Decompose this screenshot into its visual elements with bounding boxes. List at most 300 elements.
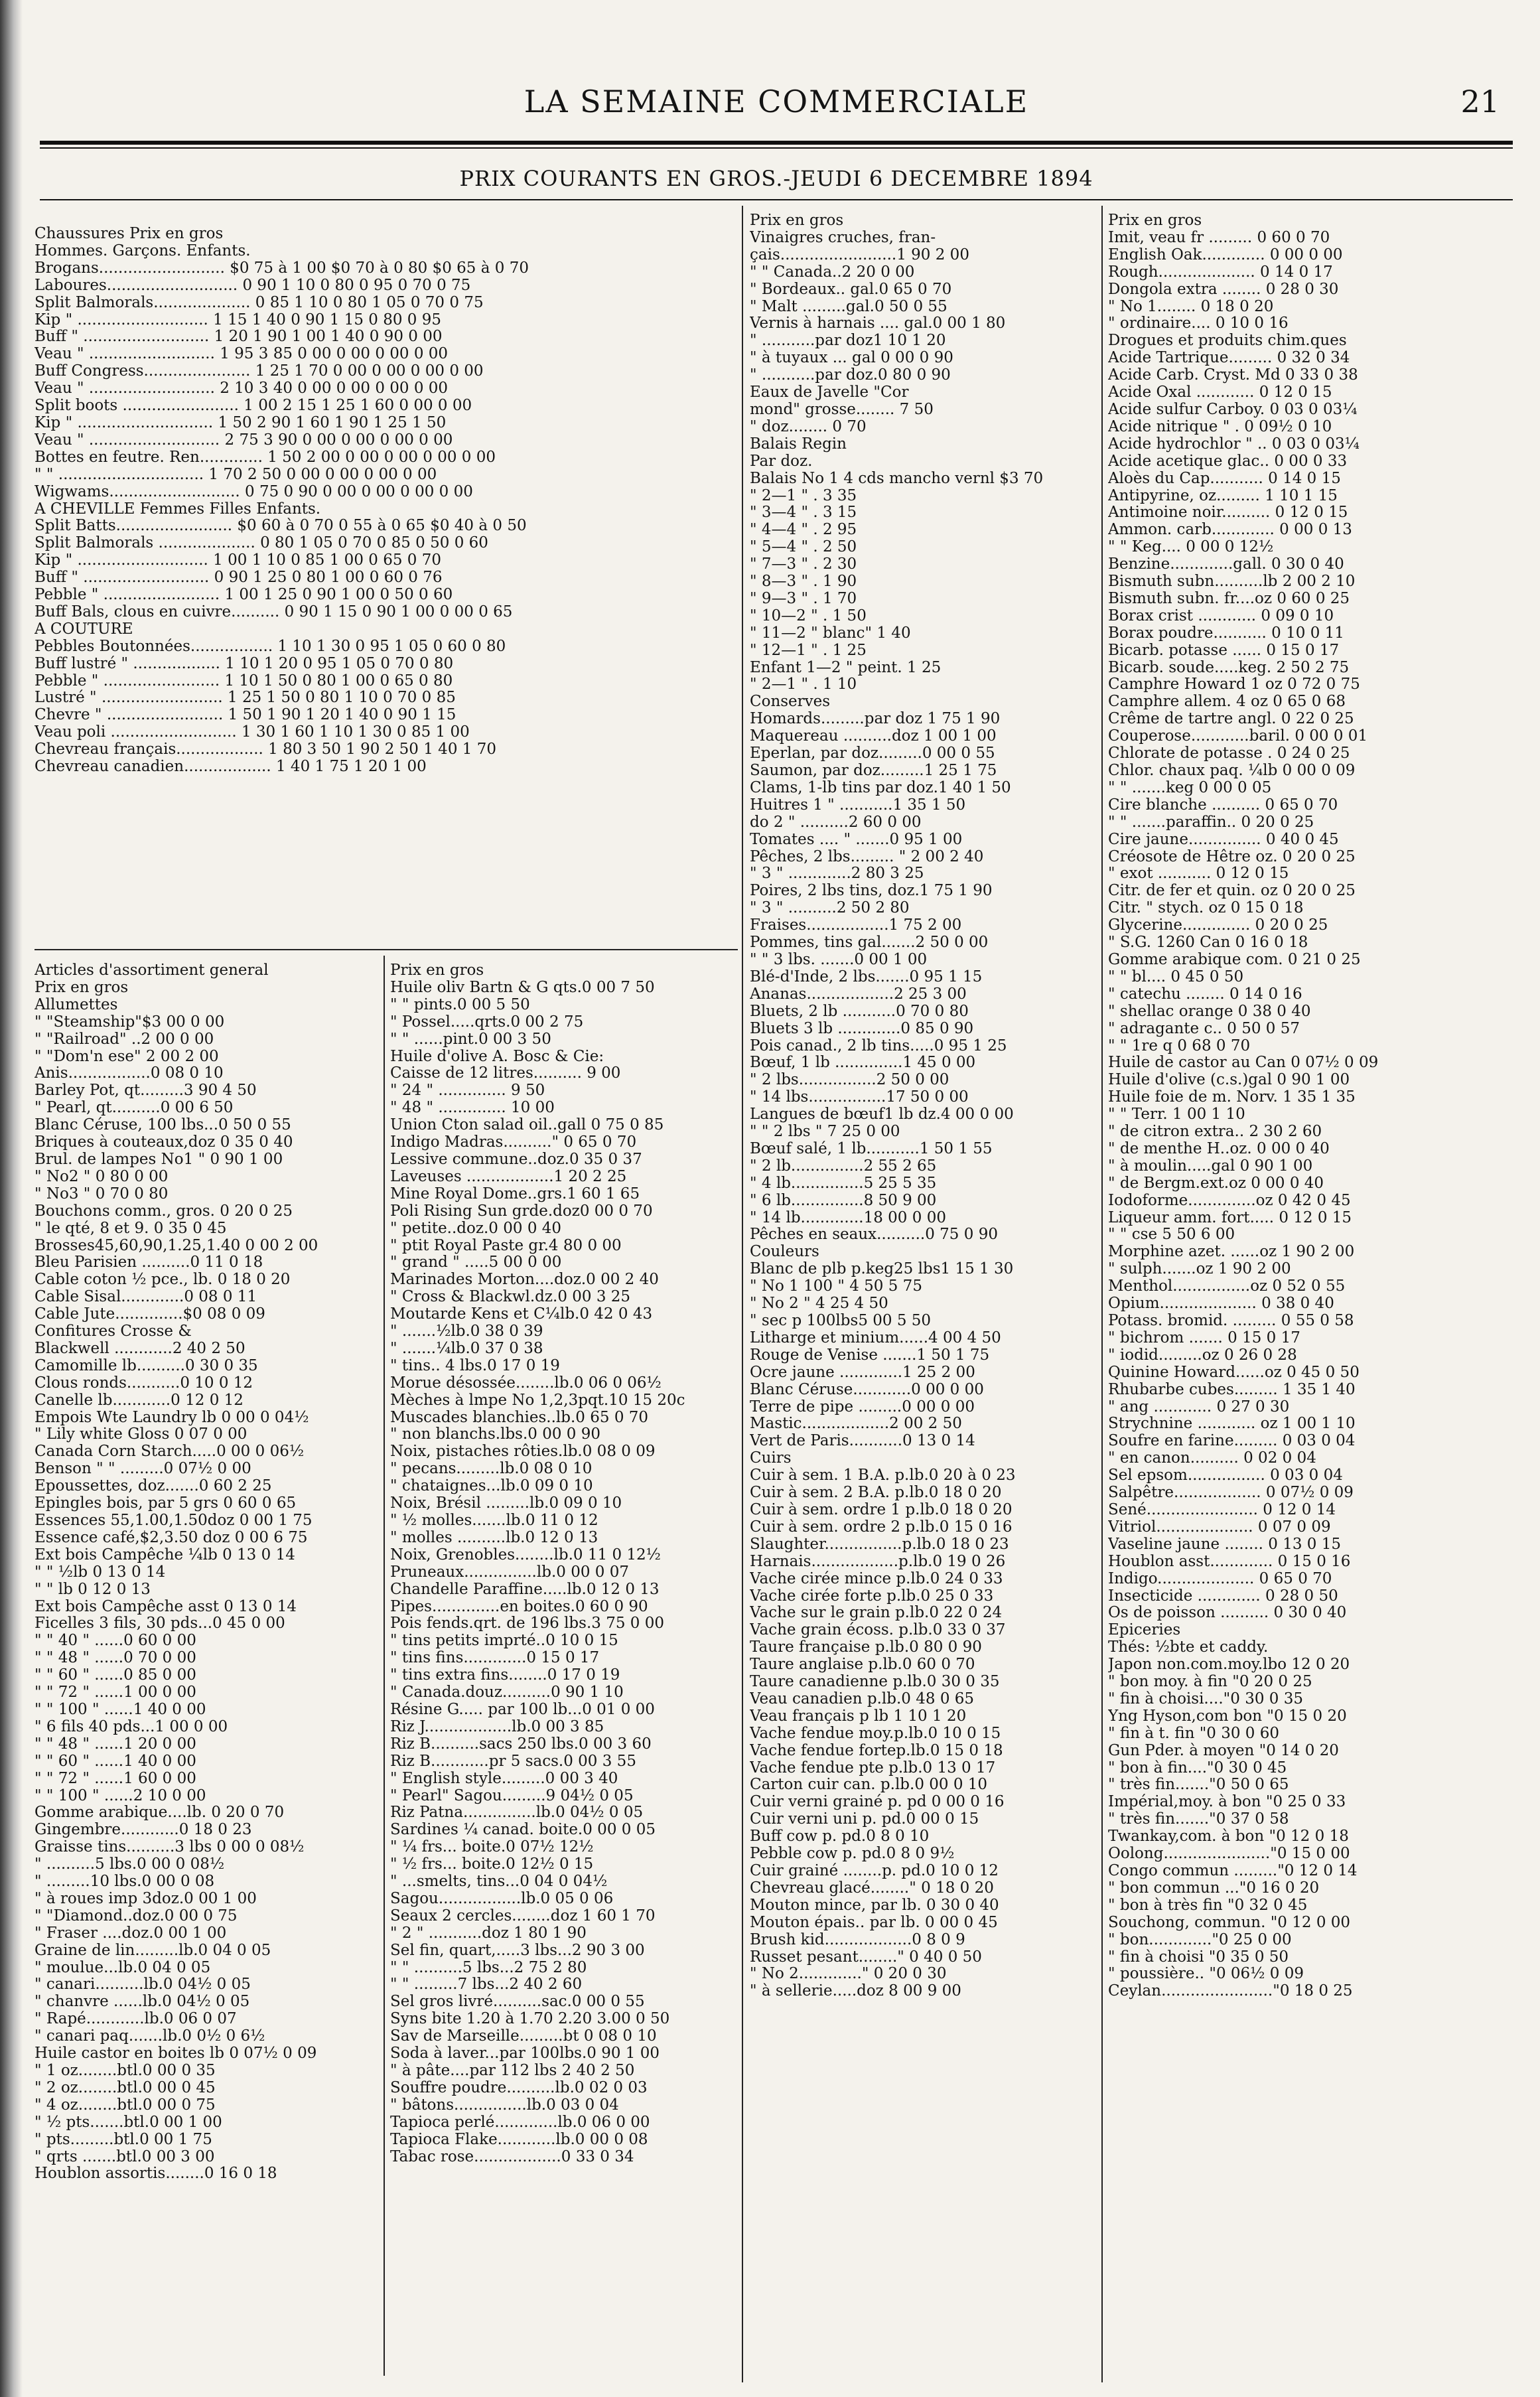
price-line: " " 60 " ......1 40 0 00 [35, 1753, 196, 1770]
price-line: Epiceries [1108, 1622, 1181, 1639]
price-line: " petite..doz.0 00 0 40 [390, 1220, 562, 1237]
price-line: Rhubarbe cubes......... 1 35 1 40 [1108, 1381, 1356, 1398]
price-line: " 2 oz........btl.0 00 0 45 [35, 2079, 216, 2096]
price-line: Menthol................oz 0 52 0 55 [1108, 1278, 1346, 1295]
price-line: " shellac orange 0 38 0 40 [1108, 1003, 1311, 1020]
price-line: " "Railroad" ..2 00 0 00 [35, 1031, 214, 1048]
price-line: Balais Regin [750, 435, 847, 453]
price-line: Gomme arabique com. 0 21 0 25 [1108, 951, 1361, 968]
price-line: " tins.. 4 lbs.0 17 0 19 [390, 1357, 560, 1374]
price-line: Cuir à sem. ordre 2 p.lb.0 15 0 16 [750, 1518, 1013, 1536]
price-line: " ordinaire.... 0 10 0 16 [1108, 315, 1289, 332]
price-line: " 2 " ...........doz 1 80 1 90 [390, 1925, 587, 1942]
price-line: " " 100 " ......2 10 0 00 [35, 1787, 206, 1804]
price-line: Salpêtre.................. 0 07½ 0 09 [1108, 1485, 1354, 1502]
publication-title: LA SEMAINE COMMERCIALE [524, 84, 1029, 119]
price-line: Essence café,$2,3.50 doz 0 00 6 75 [35, 1529, 308, 1546]
price-line: Camphre allem. 4 oz 0 65 0 68 [1108, 693, 1346, 711]
price-line: " le qté, 8 et 9. 0 35 0 45 [35, 1220, 227, 1237]
price-line: Gun Pder. à moyen "0 14 0 20 [1108, 1742, 1339, 1759]
price-line: Riz B..........sacs 250 lbs.0 00 3 60 [390, 1735, 652, 1753]
price-line: " " ½lb 0 13 0 14 [35, 1563, 166, 1581]
price-line: " 14 lbs................17 50 0 00 [750, 1089, 969, 1106]
price-line: Buff " .......................... 1 20 1 90 1 00 1 40 0 90 0 00 [35, 328, 443, 346]
price-line: Sel epsom................ 0 03 0 04 [1108, 1467, 1343, 1485]
price-line: Mouton mince, par lb. 0 30 0 40 [750, 1897, 999, 1914]
price-line: " " lb 0 12 0 13 [35, 1581, 151, 1598]
price-line: Chevreau glacé........" 0 18 0 20 [750, 1879, 994, 1897]
price-line: Benson " " .........0 07½ 0 00 [35, 1461, 251, 1478]
price-line: " 2 lbs................2 50 0 00 [750, 1072, 949, 1089]
price-line: " " 48 " ......1 20 0 00 [35, 1735, 196, 1753]
price-line: Canelle lb............0 12 0 12 [35, 1392, 244, 1409]
price-line: " "Dom'n ese" 2 00 2 00 [35, 1048, 219, 1065]
price-line: Bicarb. potasse ...... 0 15 0 17 [1108, 642, 1340, 659]
price-line: " ½ pts.......btl.0 00 1 00 [35, 2114, 222, 2131]
price-line: Kip " ............................ 1 50 2 90 1 60 1 90 1 25 1 50 [35, 414, 447, 431]
price-line: Bluets, 2 lb ...........0 70 0 80 [750, 1003, 969, 1020]
price-line: " non blanchs.lbs.0 00 0 90 [390, 1426, 601, 1443]
price-line: " 2 lb...............2 55 2 65 [750, 1157, 937, 1175]
price-line: Split Balmorals.................... 0 85 1 10 0 80 1 05 0 70 0 75 [35, 294, 484, 311]
price-line: Ammon. carb............. 0 00 0 13 [1108, 522, 1352, 539]
price-line: Yng Hyson,com bon "0 15 0 20 [1108, 1707, 1347, 1725]
price-line: Allumettes [35, 996, 118, 1013]
price-line: Litharge et minium......4 00 4 50 [750, 1329, 1001, 1346]
price-line: " à pâte....par 112 lbs 2 40 2 50 [390, 2063, 635, 2079]
price-line: " 3—4 " . 3 15 [750, 504, 857, 522]
price-line: Benzine.............gall. 0 30 0 40 [1108, 556, 1344, 573]
price-line: Vache cirée mince p.lb.0 24 0 33 [750, 1570, 1003, 1587]
price-line: " 4 oz........btl.0 00 0 75 [35, 2096, 216, 2114]
price-line: Poli Rising Sun grde.doz0 00 0 70 [390, 1202, 653, 1220]
price-line: Fraises.................1 75 2 00 [750, 917, 962, 934]
price-line: " Canada.douz..........0 90 1 10 [390, 1684, 624, 1702]
price-line: Syns bite 1.20 à 1.70 2.20 3.00 0 50 [390, 2011, 670, 2028]
price-line: Huitres 1 " ...........1 35 1 50 [750, 796, 966, 814]
price-line: Essences 55,1.00,1.50doz 0 00 1 75 [35, 1512, 313, 1529]
price-line: " 6 lb...............8 50 9 00 [750, 1192, 937, 1209]
price-line: " grand " .....5 00 0 00 [390, 1254, 562, 1271]
price-line: Antimoine noir.......... 0 12 0 15 [1108, 504, 1348, 522]
price-line: Rough.................... 0 14 0 17 [1108, 263, 1333, 281]
divider-col4 [742, 206, 743, 2382]
price-line: " très fin......."0 50 0 65 [1108, 1777, 1289, 1794]
price-line: Buff Congress...................... 1 25 1 70 0 00 0 00 0 00 0 00 [35, 363, 484, 380]
divider-assortiment [384, 956, 385, 2376]
price-line: Empois Wte Laundry lb 0 00 0 04½ [35, 1409, 309, 1426]
price-line: Conserves [750, 693, 831, 711]
price-line: Cable Jute..............$0 08 0 09 [35, 1306, 265, 1323]
price-line: Eaux de Javelle "Cor [750, 384, 909, 401]
price-line: çais........................1 90 2 00 [750, 246, 969, 263]
price-line: Barley Pot, qt.........3 90 4 50 [35, 1082, 257, 1100]
price-line: Camomille lb..........0 30 0 35 [35, 1357, 258, 1374]
price-line: Bœuf, 1 lb ..............1 45 0 00 [750, 1054, 976, 1072]
price-line: " 8—3 " . 1 90 [750, 573, 857, 591]
price-line: Vinaigres cruches, fran- [750, 229, 936, 246]
price-line: Lessive commune..doz.0 35 0 37 [390, 1151, 642, 1168]
price-line: " bâtons...............lb.0 03 0 04 [390, 2096, 619, 2114]
price-line: Acide Carb. Cryst. Md 0 33 0 38 [1108, 367, 1358, 384]
price-line: Clous ronds...........0 10 0 12 [35, 1374, 253, 1392]
price-line: Quinine Howard......oz 0 45 0 50 [1108, 1364, 1360, 1381]
price-line: " 1 oz........btl.0 00 0 35 [35, 2063, 216, 2079]
price-line: Crême de tartre angl. 0 22 0 25 [1108, 711, 1354, 728]
price-line: Vitriol.................... 0 07 0 09 [1108, 1518, 1331, 1536]
price-line: " tins fins.............0 15 0 17 [390, 1650, 600, 1667]
price-line: Anis.................0 08 0 10 [35, 1065, 224, 1082]
price-line: " 14 lb.............18 00 0 00 [750, 1209, 946, 1226]
price-line: Thés: ½bte et caddy. [1108, 1639, 1269, 1656]
price-line: Sagou.................lb.0 05 0 06 [390, 1890, 614, 1907]
price-line: Tabac rose..................0 33 0 34 [390, 2148, 634, 2165]
price-line: " ¼ frs... boite.0 07½ 12½ [390, 1839, 594, 1856]
price-line: " iodid.........oz 0 26 0 28 [1108, 1346, 1297, 1364]
column-vinaigres-cuirs [750, 212, 1095, 2000]
divider-col5 [1101, 206, 1103, 2382]
price-line: " " Keg.... 0 00 0 12½ [1108, 539, 1274, 556]
price-line: Drogues et produits chim.ques [1108, 332, 1347, 350]
price-line: Briques à couteaux,doz 0 35 0 40 [35, 1134, 293, 1151]
header-rule [40, 141, 1513, 145]
price-line: English Oak............. 0 00 0 00 [1108, 246, 1343, 263]
price-line: Cuir à sem. 1 B.A. p.lb.0 20 à 0 23 [750, 1467, 1016, 1485]
price-line: " ½ frs... boite.0 12½ 0 15 [390, 1856, 594, 1873]
price-line: Cable Sisal.............0 08 0 11 [35, 1289, 257, 1306]
price-line: Pebble " ........................ 1 00 1 25 0 90 1 00 0 50 0 60 [35, 587, 453, 604]
price-line: Veau " ........................... 2 75 3 90 0 00 0 00 0 00 0 00 [35, 431, 453, 449]
price-line: Imit, veau fr ......... 0 60 0 70 [1108, 229, 1330, 246]
price-line: Huile foie de m. Norv. 1 35 1 35 [1108, 1089, 1356, 1106]
price-line: " " 3 lbs. .......0 00 1 00 [750, 951, 928, 968]
price-line: " Fraser ....doz.0 00 1 00 [35, 1925, 227, 1942]
price-line: Clams, 1-lb tins par doz.1 40 1 50 [750, 779, 1011, 796]
price-line: Epingles bois, par 5 grs 0 60 0 65 [35, 1495, 297, 1512]
price-line: Soufre en farine......... 0 03 0 04 [1108, 1433, 1356, 1450]
price-line: Laboures........................... 0 90 1 10 0 80 0 95 0 70 0 75 [35, 277, 471, 294]
price-line: Borax poudre........... 0 10 0 11 [1108, 624, 1344, 642]
price-line: Hommes. Garçons. Enfants. [35, 242, 251, 259]
price-line: Enfant 1—2 " peint. 1 25 [750, 659, 942, 676]
price-line: " 4—4 " . 2 95 [750, 522, 857, 539]
price-line: Chlor. chaux paq. ¼lb 0 00 0 09 [1108, 763, 1356, 779]
price-line: Riz Patna...............lb.0 04½ 0 05 [390, 1804, 644, 1822]
price-line: " canari paq.......lb.0 0½ 0 6½ [35, 2028, 265, 2045]
price-line: " molles ..........lb.0 12 0 13 [390, 1529, 598, 1546]
price-line: Bottes en feutre. Ren............. 1 50 2 00 0 00 0 00 0 00 0 00 [35, 449, 496, 466]
price-line: " " 48 " ......0 70 0 00 [35, 1650, 196, 1667]
price-line: " " .........7 lbs...2 40 2 60 [390, 1976, 583, 1994]
price-line: " " 72 " ......1 00 0 00 [35, 1684, 196, 1702]
price-line: Ananas..................2 25 3 00 [750, 985, 967, 1003]
price-line: " de menthe H..oz. 0 00 0 40 [1108, 1140, 1330, 1157]
price-line: " .......¼lb.0 37 0 38 [390, 1340, 543, 1357]
price-line: Balais No 1 4 cds mancho vernl $3 70 [750, 470, 1044, 487]
price-line: Prix en gros [390, 962, 484, 979]
price-line: " très fin......."0 37 0 58 [1108, 1811, 1289, 1828]
price-line: Citr. " stych. oz 0 15 0 18 [1108, 900, 1304, 917]
price-line: Chevreau français.................. 1 80 3 50 1 90 2 50 1 40 1 70 [35, 741, 496, 759]
price-line: Veau " .......................... 1 95 3 85 0 00 0 00 0 00 0 00 [35, 346, 449, 363]
price-line: " sec p 100lbs5 00 5 50 [750, 1313, 932, 1329]
price-line: Articles d'assortiment general [35, 962, 269, 979]
price-line: Oolong......................"0 15 0 00 [1108, 1846, 1350, 1863]
price-line: " fin à t. fin "0 30 0 60 [1108, 1725, 1280, 1742]
price-line: " Rapé............lb.0 06 0 07 [35, 2011, 237, 2028]
price-line: Par doz. [750, 453, 813, 470]
price-line: Vache sur le grain p.lb.0 22 0 24 [750, 1605, 1003, 1622]
price-line: Impérial,moy. à bon "0 25 0 33 [1108, 1794, 1346, 1811]
price-line: " " 100 " ......1 40 0 00 [35, 1701, 206, 1718]
price-line: " ...........par doz1 10 1 20 [750, 332, 946, 350]
price-line: " 7—3 " . 2 30 [750, 556, 857, 573]
price-line: " Malt .........gal.0 50 0 55 [750, 298, 947, 315]
price-line: " ...smelts, tins...0 04 0 04½ [390, 1873, 608, 1891]
price-line: " ptit Royal Paste gr.4 80 0 00 [390, 1237, 622, 1254]
price-line: " pts.........btl.0 00 1 75 [35, 2131, 212, 2148]
price-line: Buff Bals, clous en cuivre.......... 0 90 1 15 0 90 1 00 0 00 0 65 [35, 603, 513, 620]
price-line: Soda à laver...par 100lbs.0 90 1 00 [390, 2045, 660, 2063]
price-line: Souchong, commun. "0 12 0 00 [1108, 1914, 1351, 1931]
price-line: " chanvre ......lb.0 04½ 0 05 [35, 1994, 250, 2011]
price-line: " No3 " 0 70 0 80 [35, 1185, 169, 1202]
price-line: " bichrom ....... 0 15 0 17 [1108, 1329, 1300, 1346]
price-line: " S.G. 1260 Can 0 16 0 18 [1108, 934, 1308, 952]
divider-chaussures [35, 949, 738, 950]
price-line: Seaux 2 cercles........doz 1 60 1 70 [390, 1907, 656, 1925]
price-line: " " 60 " ......0 85 0 00 [35, 1667, 196, 1684]
price-line: Sardines ¼ canad. boite.0 00 0 05 [390, 1822, 656, 1839]
price-line: " Pearl, qt..........0 00 6 50 [35, 1100, 234, 1117]
price-line: Congo commun ........."0 12 0 14 [1108, 1863, 1358, 1879]
price-line: " canari..........lb.0 04½ 0 05 [35, 1976, 251, 1994]
header-rule-thin [40, 147, 1513, 149]
price-line: Morue désossée........lb.0 06 0 06½ [390, 1374, 662, 1392]
price-line: " bon à très fin "0 32 0 45 [1108, 1897, 1308, 1914]
price-line: " Pearl" Sagou.........9 04½ 0 05 [390, 1787, 634, 1804]
price-line: Prix en gros [750, 212, 844, 229]
price-line: Acide Oxal ............ 0 12 0 15 [1108, 384, 1332, 401]
price-line: Tapioca perlé.............lb.0 06 0 00 [390, 2114, 650, 2131]
column-chaussures [35, 226, 725, 776]
price-line: Sav de Marseille.........bt 0 08 0 10 [390, 2028, 657, 2045]
price-line: Acide sulfur Carboy. 0 03 0 03¼ [1108, 401, 1358, 418]
price-line: " " ..........5 lbs...2 75 2 80 [390, 1959, 587, 1976]
price-line: " " 2 lbs " 7 25 0 00 [750, 1124, 900, 1141]
price-line: " No 2............." 0 20 0 30 [750, 1966, 947, 1983]
price-line: Blackwell ............2 40 2 50 [35, 1340, 245, 1357]
price-line: Langues de bœuf1 lb dz.4 00 0 00 [750, 1106, 1014, 1124]
price-line: Wigwams........................... 0 75 0 90 0 00 0 00 0 00 0 00 [35, 483, 473, 500]
price-line: " 10—2 " . 1 50 [750, 607, 867, 624]
price-line: Prix en gros [1108, 212, 1202, 229]
price-line: " ...........par doz.0 80 0 90 [750, 367, 951, 384]
price-line: " bon............."0 25 0 00 [1108, 1931, 1292, 1948]
price-line: Souffre poudre..........lb.0 02 0 03 [390, 2079, 648, 2096]
price-line: " " ......pint.0 00 3 50 [390, 1031, 551, 1048]
price-line: Split Batts........................ $0 60 à 0 70 0 55 à 0 65 $0 40 à 0 50 [35, 518, 527, 535]
price-line: Chlorate de potasse . 0 24 0 25 [1108, 745, 1350, 763]
price-line: Acide Tartrique......... 0 32 0 34 [1108, 350, 1350, 367]
price-line: Chevreau canadien.................. 1 40 1 75 1 20 1 00 [35, 759, 427, 776]
price-line: Twankay,com. à bon "0 12 0 18 [1108, 1828, 1349, 1846]
price-line: Prix en gros [35, 979, 129, 996]
price-line: Eperlan, par doz.........0 00 0 55 [750, 745, 995, 763]
price-line: Terre de pipe .........0 00 0 00 [750, 1398, 975, 1416]
price-line: Gingembre............0 18 0 23 [35, 1822, 252, 1839]
price-line: Brush kid..................0 8 0 9 [750, 1931, 965, 1948]
price-line: Poires, 2 lbs tins, doz.1 75 1 90 [750, 883, 993, 900]
price-line: Bleu Parisien ..........0 11 0 18 [35, 1254, 263, 1271]
price-line: " 12—1 " . 1 25 [750, 642, 867, 659]
price-line: " ang ............ 0 27 0 30 [1108, 1398, 1290, 1416]
price-line: Antipyrine, oz......... 1 10 1 15 [1108, 487, 1338, 504]
price-line: Carton cuir can. p.lb.0 00 0 10 [750, 1777, 988, 1794]
price-line: Mouton épais.. par lb. 0 00 0 45 [750, 1914, 998, 1931]
price-line: " ..........5 lbs.0 00 0 08½ [35, 1856, 225, 1873]
price-line: " moulue...lb.0 04 0 05 [35, 1959, 211, 1976]
price-line: Tapioca Flake............lb.0 00 0 08 [390, 2131, 648, 2148]
price-line: Vache fendue fortep.lb.0 15 0 18 [750, 1742, 1003, 1759]
price-line: Veau poli .......................... 1 30 1 60 1 10 1 30 0 85 1 00 [35, 724, 470, 741]
price-line: Pipes..............en boites.0 60 0 90 [390, 1598, 648, 1615]
price-line: " tins petits imprté..0 10 0 15 [390, 1633, 618, 1650]
price-line: Pruneaux...............lb.0 00 0 07 [390, 1563, 629, 1581]
price-line: Acide hydrochlor " .. 0 03 0 03¼ [1108, 435, 1360, 453]
price-line: Camphre Howard 1 oz 0 72 0 75 [1108, 676, 1360, 693]
price-line: " "Diamond..doz.0 00 0 75 [35, 1907, 238, 1925]
price-line: " 5—4 " . 2 50 [750, 539, 857, 556]
price-line: " English style.........0 00 3 40 [390, 1770, 618, 1787]
price-line: " qrts .......btl.0 00 3 00 [35, 2148, 215, 2165]
price-line: Borax crist ............ 0 09 0 10 [1108, 607, 1334, 624]
price-line: Saumon, par doz.........1 25 1 75 [750, 763, 997, 779]
price-line: " poussière.. "0 06½ 0 09 [1108, 1966, 1304, 1983]
price-line: Russet pesant........" 0 40 0 50 [750, 1948, 982, 1966]
price-line: Brogans.......................... $0 75 à 1 00 $0 70 à 0 80 $0 65 à 0 70 [35, 259, 529, 277]
price-line: Buff " .......................... 0 90 1 25 0 80 1 00 0 60 0 76 [35, 569, 443, 587]
price-line: " 2—1 " . 1 10 [750, 676, 857, 693]
price-line: Moutarde Kens et C¼lb.0 42 0 43 [390, 1306, 653, 1323]
price-line: Rouge de Venise .......1 50 1 75 [750, 1346, 990, 1364]
price-line: Blanc Céruse, 100 lbs...0 50 0 55 [35, 1117, 291, 1134]
price-line: " " cse 5 50 6 00 [1108, 1226, 1235, 1244]
price-line: " catechu ........ 0 14 0 16 [1108, 985, 1302, 1003]
price-line: Epoussettes, doz.......0 60 2 25 [35, 1478, 272, 1495]
price-line: Veau canadien p.lb.0 48 0 65 [750, 1690, 975, 1707]
price-line: Ceylan......................."0 18 0 25 [1108, 1983, 1353, 2000]
price-line: A CHEVILLE Femmes Filles Enfants. [35, 500, 321, 518]
price-line: " " 72 " ......1 60 0 00 [35, 1770, 196, 1787]
price-line: Vache fendue moy.p.lb.0 10 0 15 [750, 1725, 1001, 1742]
price-line: Cuir verni grainé p. pd 0 00 0 16 [750, 1794, 1005, 1811]
price-line: Pommes, tins gal.......2 50 0 00 [750, 934, 989, 952]
price-line: Veau français p lb 1 10 1 20 [750, 1707, 967, 1725]
price-line: Glycerine.............. 0 20 0 25 [1108, 917, 1328, 934]
price-line: Huile oliv Bartn & G qts.0 00 7 50 [390, 979, 655, 996]
price-line: " sulph.......oz 1 90 2 00 [1108, 1261, 1291, 1278]
price-line: Aloès du Cap........... 0 14 0 15 [1108, 470, 1341, 487]
price-line: Huile de castor au Can 0 07½ 0 09 [1108, 1054, 1379, 1072]
price-line: Sel fin, quart,.....3 lbs...2 90 3 00 [390, 1942, 645, 1959]
section-title: PRIX COURANTS EN GROS.-JEUDI 6 DECEMBRE 1894 [459, 166, 1093, 191]
price-line: Couleurs [750, 1244, 819, 1261]
price-line: Ext bois Campêche asst 0 13 0 14 [35, 1598, 297, 1615]
price-line: Huile d'olive A. Bosc & Cie: [390, 1048, 604, 1065]
price-line: " No2 " 0 80 0 00 [35, 1168, 169, 1185]
price-line: " No 1 100 " 4 50 5 75 [750, 1278, 922, 1295]
price-line: Canada Corn Starch.....0 00 0 06½ [35, 1443, 305, 1461]
price-line: Buff cow p. pd.0 8 0 10 [750, 1828, 930, 1846]
price-line: Bluets 3 lb .............0 85 0 90 [750, 1020, 974, 1037]
price-line: Chaussures Prix en gros [35, 226, 224, 242]
price-line: " " .......paraffin.. 0 20 0 25 [1108, 814, 1314, 831]
price-line: Cuir à sem. 2 B.A. p.lb.0 18 0 20 [750, 1485, 1002, 1502]
price-line: " " 1re q 0 68 0 70 [1108, 1037, 1251, 1054]
price-line: Houblon asst............. 0 15 0 16 [1108, 1553, 1351, 1570]
price-line: " "Steamship"$3 00 0 00 [35, 1013, 225, 1031]
price-line: Chevre " ........................ 1 50 1 90 1 20 1 40 0 90 1 15 [35, 707, 456, 724]
price-line: " bon à fin...."0 30 0 45 [1108, 1759, 1287, 1777]
price-line: Bœuf salé, 1 lb...........1 50 1 55 [750, 1140, 993, 1157]
price-line: Marinades Morton....doz.0 00 2 40 [390, 1271, 659, 1289]
price-line: Noix, pistaches rôties.lb.0 08 0 09 [390, 1443, 656, 1461]
price-line: Taure anglaise p.lb.0 60 0 70 [750, 1656, 975, 1674]
price-line: Os de poisson .......... 0 30 0 40 [1108, 1605, 1347, 1622]
price-line: Mastic..................2 00 2 50 [750, 1416, 962, 1433]
price-line: Pebble " ........................ 1 10 1 50 0 80 1 00 0 65 0 80 [35, 672, 453, 690]
price-line: Blanc Céruse............0 00 0 00 [750, 1381, 984, 1398]
price-line: Confitures Crosse & [35, 1323, 192, 1341]
price-line: Huile castor en boites lb 0 07½ 0 09 [35, 2045, 317, 2063]
price-line: Pebble cow p. pd.0 8 0 9½ [750, 1846, 955, 1863]
page-number: 21 [1460, 84, 1500, 119]
price-line: " à sellerie.....doz 8 00 9 00 [750, 1983, 961, 2000]
price-line: " " pints.0 00 5 50 [390, 996, 530, 1013]
price-line: Pebbles Boutonnées................. 1 10 1 30 0 95 1 05 0 60 0 80 [35, 638, 506, 655]
price-line: " 24 " .............. 9 50 [390, 1082, 545, 1100]
price-line: Blanc de plb p.keg25 lbs1 15 1 30 [750, 1261, 1014, 1278]
price-line: Indigo.................... 0 65 0 70 [1108, 1570, 1332, 1587]
price-line: Bicarb. soude.....keg. 2 50 2 75 [1108, 659, 1350, 676]
price-line: " à roues imp 3doz.0 00 1 00 [35, 1890, 257, 1907]
price-line: Taure française p.lb.0 80 0 90 [750, 1639, 982, 1656]
price-line: Mine Royal Dome..grs.1 60 1 65 [390, 1185, 640, 1202]
price-line: Brul. de lampes No1 " 0 90 1 00 [35, 1151, 283, 1168]
price-line: Graisse tins..........3 lbs 0 00 0 08½ [35, 1839, 305, 1856]
price-line: Split Balmorals .................... 0 80 1 05 0 70 0 85 0 50 0 60 [35, 535, 488, 552]
price-line: " .........10 lbs.0 00 0 08 [35, 1873, 215, 1891]
price-line: " Bordeaux.. gal.0 65 0 70 [750, 281, 952, 298]
price-line: Vache grain écoss. p.lb.0 33 0 37 [750, 1622, 1006, 1639]
price-line: mond" grosse........ 7 50 [750, 401, 934, 418]
price-line: Ocre jaune .............1 25 2 00 [750, 1364, 975, 1381]
price-line: Noix, Grenobles........lb.0 11 0 12½ [390, 1546, 661, 1563]
price-line: " " 40 " ......0 60 0 00 [35, 1633, 196, 1650]
price-line: Potass. bromid. ......... 0 55 0 58 [1108, 1313, 1354, 1329]
price-line: Harnais..................p.lb.0 19 0 26 [750, 1553, 1006, 1570]
price-line: Houblon assortis........0 16 0 18 [35, 2165, 277, 2183]
column-drogues-epiceries [1108, 212, 1513, 2000]
price-line: Caisse de 12 litres.......... 9 00 [390, 1065, 621, 1082]
price-line: Cuir verni uni p. pd.0 00 0 15 [750, 1811, 979, 1828]
price-line: " 9—3 " . 1 70 [750, 590, 857, 607]
price-line: Mèches à lmpe No 1,2,3pqt.10 15 20c [390, 1392, 685, 1409]
price-line: " 3 " .............2 80 3 25 [750, 865, 924, 883]
price-line: " Cross & Blackwl.dz.0 00 3 25 [390, 1289, 631, 1306]
price-line: Brosses45,60,90,1.25,1.40 0 00 2 00 [35, 1237, 318, 1254]
